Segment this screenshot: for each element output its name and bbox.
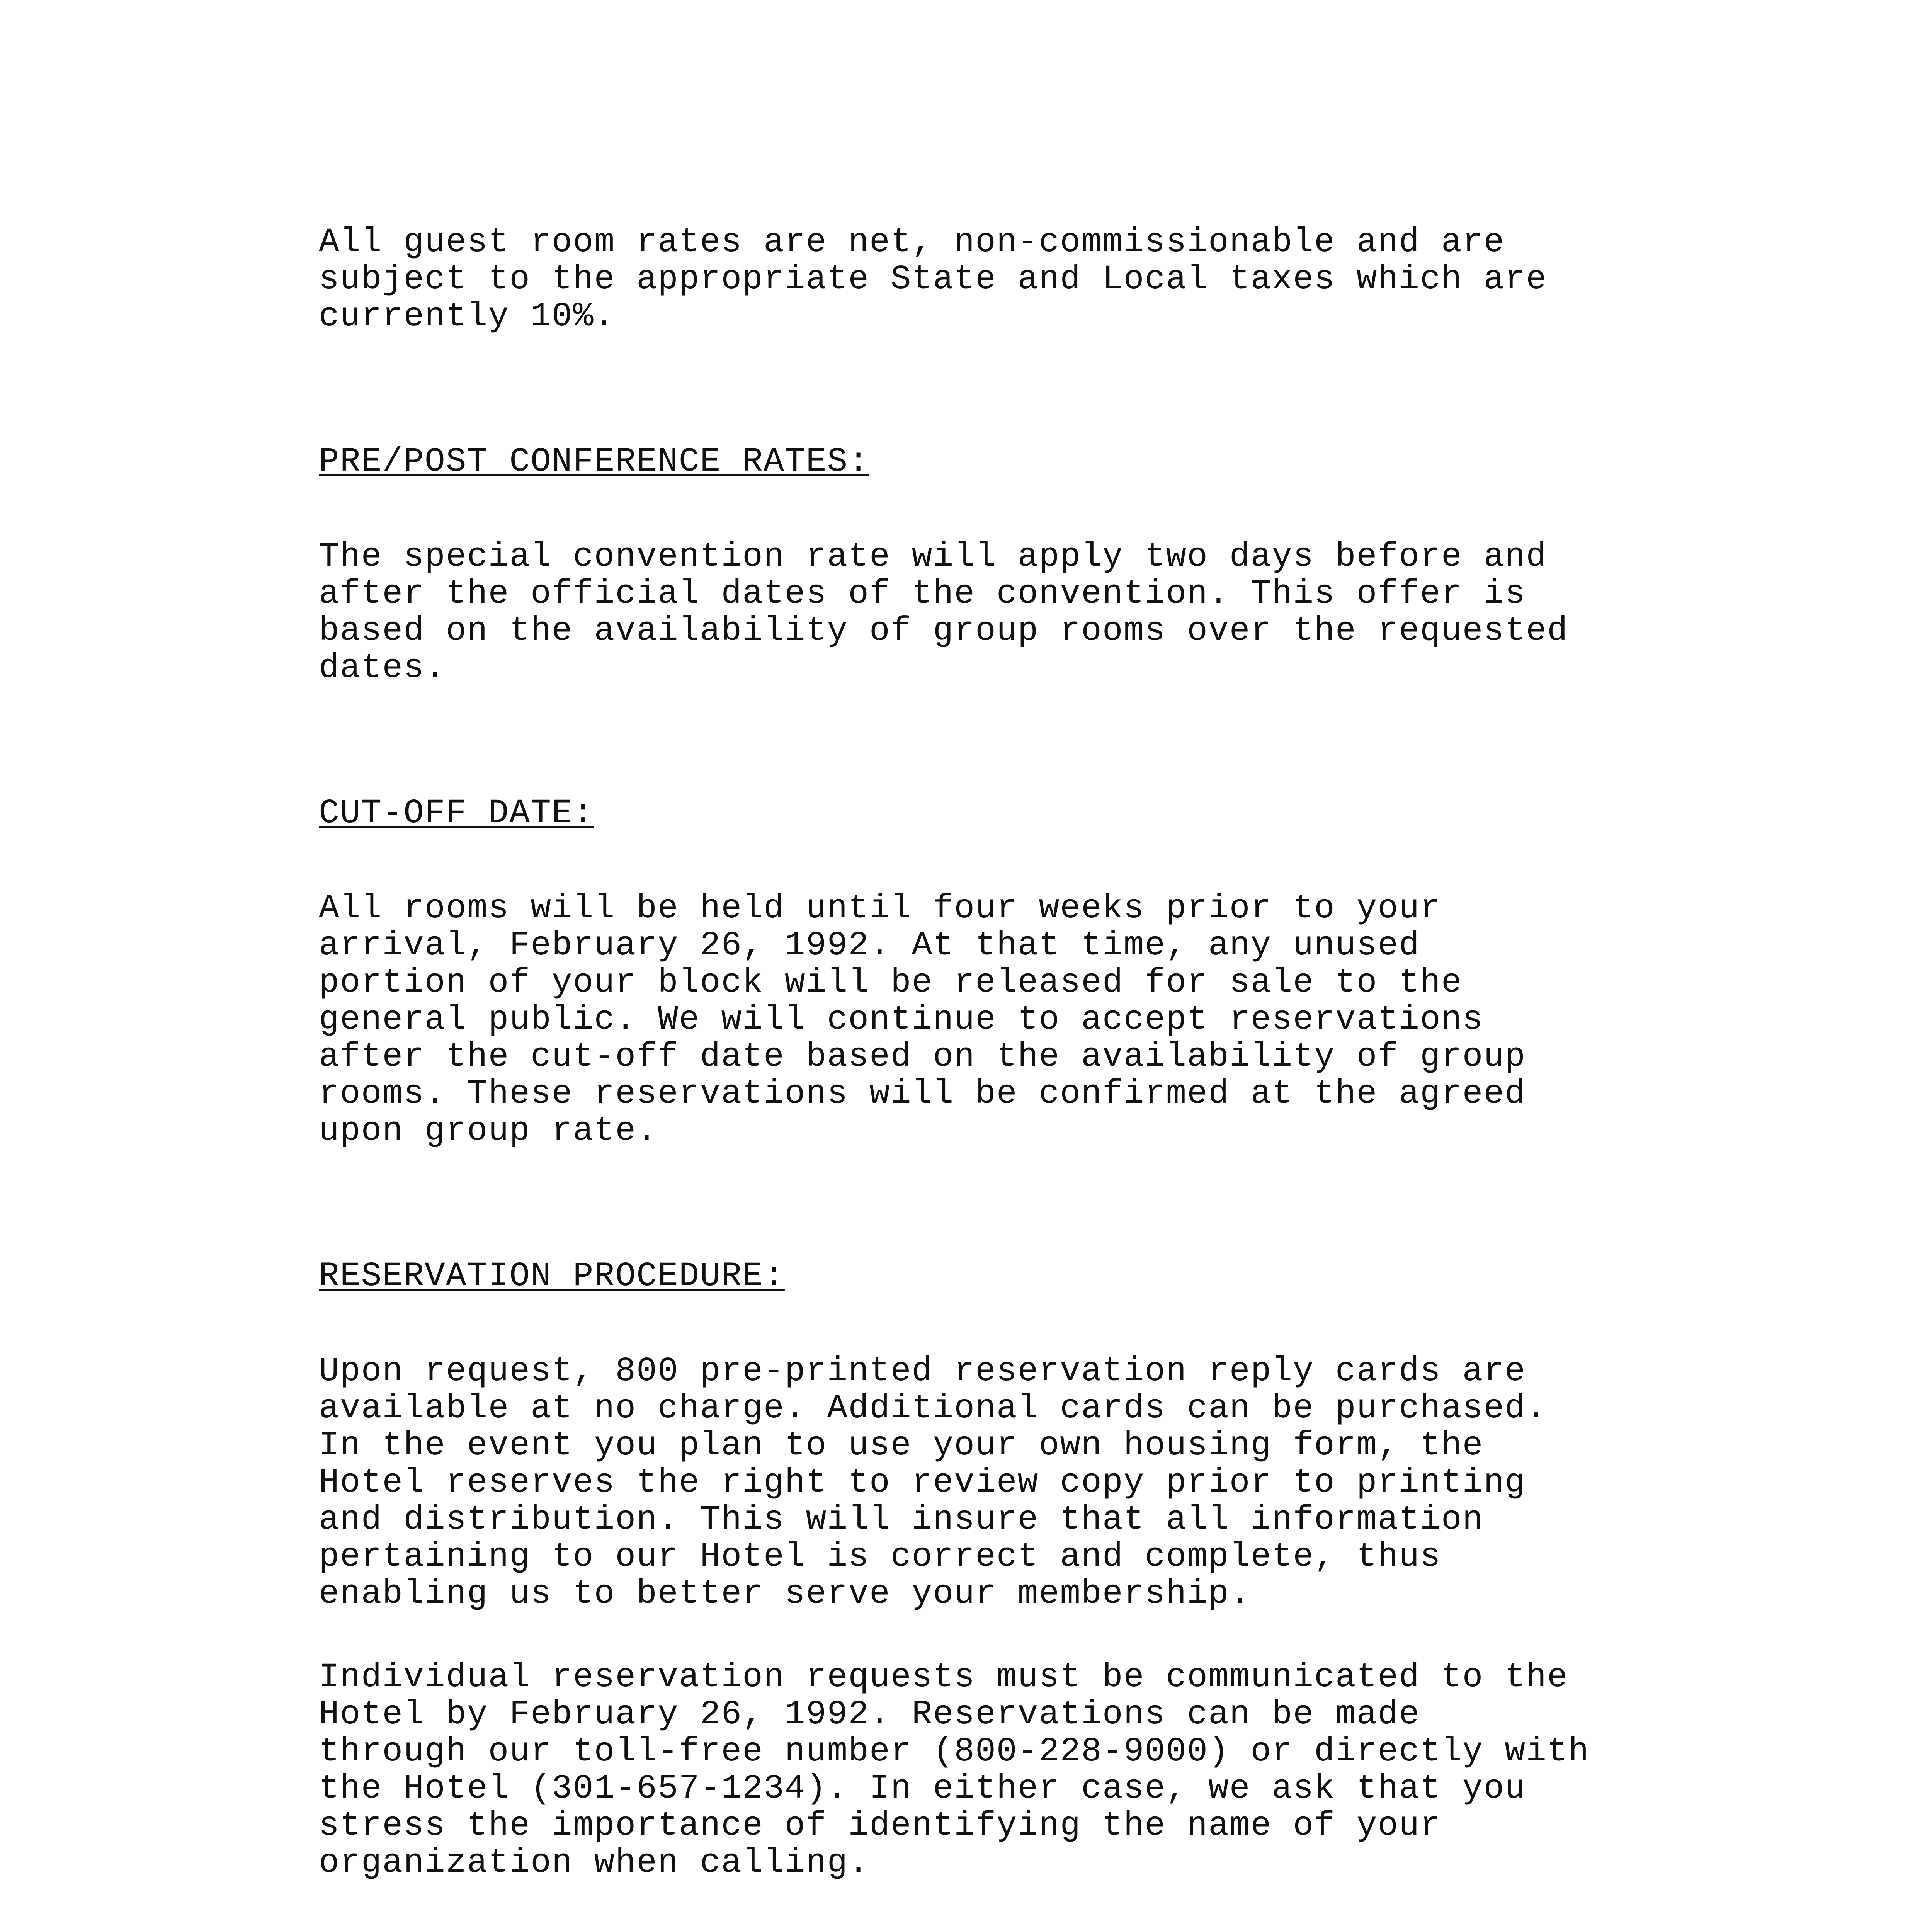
section-paragraph: The special convention rate will apply two days before and after the official dates of the convention. This offer is based on the availability of group rooms over the requested dates.: [319, 538, 1568, 687]
section-heading: RESERVATION PROCEDURE:: [319, 1257, 785, 1296]
section-paragraph: Upon request, 800 pre-printed reservation reply cards are available at no charge. Additional cards can be purchased. In the event you plan to use your own housing form, the Hotel reserves the right to review copy prior to printing and distribution. This will insure that all information pertaining to our Hotel is correct and complete, thus enabling us to better serve your membership.: [319, 1352, 1547, 1613]
document-body: [319, 224, 1729, 1932]
section-paragraph: All rooms will be held until four weeks prior to your arrival, February 26, 1992. At that time, any unused portion of your block will be released for sale to the general public. We will continue to accept reservations after the cut-off date based on the availability of group rooms. These reservations will be confirmed at the agreed upon group rate.: [319, 889, 1526, 1150]
section-paragraph: Individual reservation requests must be communicated to the Hotel by February 26, 1992. Reservations can be made through our toll-free number (800-228-9000) or directly with the Hotel (301-657-1234). In either case, we ask that you stress the importance of identifying the name of your organization when calling.: [319, 1658, 1590, 1882]
section-heading: PRE/POST CONFERENCE RATES:: [319, 443, 870, 481]
section-heading: CUT-OFF DATE:: [319, 794, 594, 833]
section-reservation-procedure: [319, 1258, 1729, 1882]
section-pre-post-conference-rates: [319, 444, 1729, 687]
section-cut-off-date: [319, 795, 1729, 1150]
intro-paragraph: All guest room rates are net, non-commissionable and are subject to the appropriate State and Local taxes which are currently 10%.: [319, 223, 1547, 336]
